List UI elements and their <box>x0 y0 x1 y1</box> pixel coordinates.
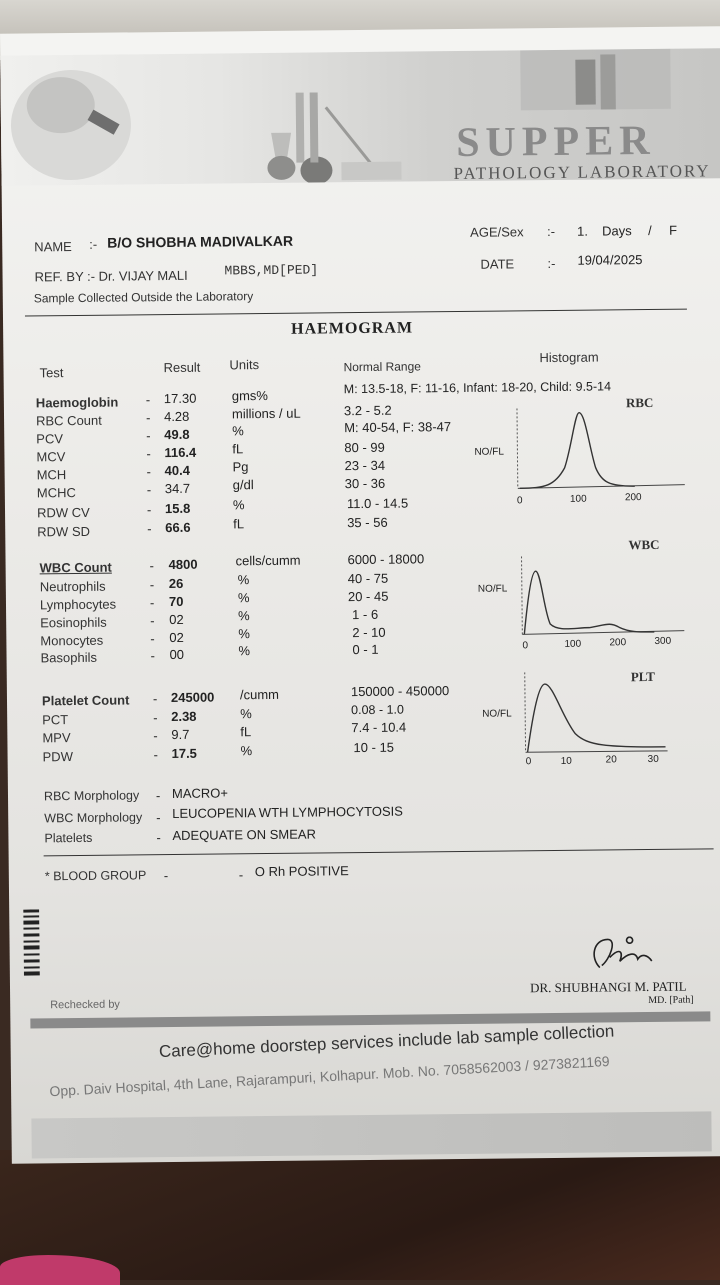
histogram-plt <box>517 668 688 766</box>
sample-note: Sample Collected Outside the Laboratory <box>33 289 254 306</box>
test-result: 40.4 <box>164 462 190 479</box>
histogram-wbc-x-axis <box>522 631 684 635</box>
normal-range: 0 - 1 <box>352 641 379 658</box>
test-name: PDW <box>42 749 74 765</box>
test-result: 00 <box>169 646 185 663</box>
histogram-rbc-curve <box>519 412 635 488</box>
test-unit: % <box>238 608 250 624</box>
histogram-wbc-tick: 300 <box>654 635 672 647</box>
histogram-wbc-y-axis <box>522 556 523 634</box>
background-table <box>0 1150 720 1280</box>
blood-group-label: * BLOOD GROUP <box>44 868 147 884</box>
signature-image <box>579 927 670 978</box>
normal-range: 23 - 34 <box>344 457 386 474</box>
patient-name: B/O SHOBHA MADIVALKAR <box>107 232 294 251</box>
rechecked-label: Rechecked by <box>50 998 120 1012</box>
test-unit: fL <box>240 724 252 740</box>
age-sex-label: AGE/Sex <box>470 224 524 240</box>
normal-range: 35 - 56 <box>347 514 388 531</box>
test-result: 49.8 <box>164 426 190 443</box>
test-result: 26 <box>168 575 184 592</box>
column-result: Result <box>163 359 201 376</box>
histogram-plt-x-axis <box>526 751 668 752</box>
test-unit: % <box>232 497 245 513</box>
morphology-value: ADEQUATE ON SMEAR <box>172 826 317 844</box>
test-result: 02 <box>169 629 184 646</box>
dash: - <box>156 830 161 846</box>
normal-range: M: 40-54, F: 38-47 <box>344 419 452 436</box>
test-result: 66.6 <box>165 519 191 536</box>
dash: - <box>146 464 152 480</box>
blood-group-value: O Rh POSITIVE <box>254 863 349 880</box>
test-name: RBC Count <box>35 412 102 429</box>
column-histogram: Histogram <box>539 349 599 366</box>
test-name: RDW SD <box>37 523 91 540</box>
barcode-icon <box>23 909 40 977</box>
dash: - <box>145 410 151 426</box>
test-result: 15.8 <box>164 500 191 517</box>
test-name: Monocytes <box>40 632 104 649</box>
test-name: MCH <box>36 467 67 483</box>
dash: - <box>150 613 155 629</box>
test-unit: millions / uL <box>231 405 301 422</box>
test-unit: /cumm <box>239 686 280 703</box>
patient-age: 1. <box>577 223 589 239</box>
test-result: 4.28 <box>163 408 190 425</box>
test-name: Basophils <box>40 649 98 666</box>
divider <box>44 848 714 856</box>
test-unit: cells/cumm <box>235 552 301 569</box>
histogram-plt-y-axis <box>525 672 526 752</box>
normal-range: 7.4 - 10.4 <box>351 719 407 736</box>
test-result: 17.5 <box>171 745 197 762</box>
histogram-plt-tick: 30 <box>647 753 659 766</box>
test-unit: g/dl <box>232 477 254 493</box>
normal-range: 2 - 10 <box>352 624 386 641</box>
test-name: Platelet Count <box>41 692 130 709</box>
date-label: DATE <box>480 256 515 272</box>
test-unit: % <box>240 706 252 722</box>
test-result: 34.7 <box>164 480 191 497</box>
histogram-plt-tick: 20 <box>605 754 617 766</box>
referred-by: REF. BY :- Dr. VIJAY MALI <box>34 267 188 285</box>
normal-range: 10 - 15 <box>353 739 395 756</box>
test-result: 116.4 <box>164 444 197 461</box>
morphology-label: Platelets <box>44 830 93 846</box>
morphology-label: WBC Morphology <box>44 810 143 826</box>
patient-sex: F <box>669 222 678 238</box>
test-name: MCV <box>36 449 66 465</box>
test-name: PCV <box>36 431 64 447</box>
dash: - <box>146 428 151 444</box>
test-result: 9.7 <box>171 726 190 743</box>
histogram-rbc-tick: 0 <box>516 495 523 507</box>
morphology-value: MACRO+ <box>171 785 229 802</box>
divider <box>25 309 687 317</box>
normal-range: 20 - 45 <box>347 588 389 605</box>
histogram-rbc-tick: 200 <box>624 492 642 504</box>
normal-range: M: 13.5-18, F: 11-16, Infant: 18-20, Child: 9.5-14 <box>343 379 612 397</box>
histogram-rbc-ylabel: NO/FL <box>474 446 504 458</box>
dash: - <box>156 810 161 826</box>
test-result: 4800 <box>168 556 198 573</box>
lab-subtitle: PATHOLOGY LABORATORY <box>453 161 711 184</box>
histogram-rbc-label: RBC <box>625 394 654 411</box>
name-label: NAME <box>34 239 72 255</box>
report-paper <box>0 26 720 1163</box>
histogram-wbc-ylabel: NO/FL <box>477 583 508 595</box>
date-separator: :- <box>547 255 556 272</box>
dash: - <box>147 521 152 537</box>
histogram-plt-tick: 0 <box>525 756 532 768</box>
test-unit: fL <box>232 441 244 457</box>
age-separator: :- <box>547 223 556 240</box>
dash: - <box>153 728 158 744</box>
histogram-rbc <box>509 407 690 509</box>
histogram-plt-ylabel: NO/FL <box>482 708 512 720</box>
histogram-plt-label: PLT <box>630 668 655 685</box>
normal-range: 6000 - 18000 <box>347 551 425 568</box>
morphology-value: LEUCOPENIA WTH LYMPHOCYTOSIS <box>172 803 403 822</box>
test-unit: % <box>238 626 250 642</box>
histogram-wbc-label: WBC <box>628 536 660 553</box>
test-unit: fL <box>233 516 245 532</box>
patient-age-unit: Days <box>602 223 632 239</box>
dash: - <box>153 710 158 726</box>
lab-name: SUPPER <box>455 117 656 166</box>
test-result: 2.38 <box>171 708 197 725</box>
histogram-wbc-tick: 200 <box>609 637 627 649</box>
dash: - <box>146 446 151 462</box>
column-test: Test <box>39 365 64 381</box>
age-sex-slash: / <box>648 222 652 238</box>
histogram-wbc-curve <box>524 570 655 634</box>
histogram-plt-tick: 10 <box>560 755 572 767</box>
test-name: MCHC <box>36 485 76 501</box>
test-name: RDW CV <box>36 504 90 521</box>
histogram-wbc-tick: 0 <box>522 640 529 652</box>
test-name: Eosinophils <box>40 614 107 631</box>
test-name: PCT <box>42 712 69 728</box>
dash: - <box>155 788 161 804</box>
test-unit: % <box>238 643 251 659</box>
test-name: Lymphocytes <box>39 596 117 613</box>
care-line: Care@home doorstep services include lab sample collection <box>158 1021 615 1062</box>
column-normal-range: Normal Range <box>343 359 421 375</box>
test-name: Neutrophils <box>39 578 106 595</box>
normal-range: 30 - 36 <box>344 475 386 492</box>
footer-address: Opp. Daiv Hospital, 4th Lane, Rajarampuri, Kolhapur. Mob. No. 7058562003 / 9273821169 <box>49 1052 610 1100</box>
dash: - <box>149 595 155 611</box>
dash: - <box>150 648 155 664</box>
test-name: Haemoglobin <box>35 394 119 411</box>
normal-range: 1 - 6 <box>352 606 379 623</box>
test-result: 17.30 <box>163 390 197 407</box>
dash: - <box>238 867 244 883</box>
dash: - <box>146 482 152 498</box>
test-unit: Pg <box>232 459 249 475</box>
doctor-name: DR. SHUBHANGI M. PATIL <box>529 978 687 996</box>
dash: - <box>149 577 155 593</box>
test-result: 245000 <box>170 689 215 706</box>
test-unit: % <box>237 572 250 588</box>
morphology-label: RBC Morphology <box>43 788 140 804</box>
footer-shade <box>31 1111 711 1158</box>
histogram-wbc <box>514 555 695 647</box>
dash: - <box>146 502 152 518</box>
referring-qualifications: MBBS,MD[PED] <box>224 262 319 279</box>
dash: - <box>163 868 169 884</box>
normal-range: 40 - 75 <box>347 570 389 587</box>
test-name: MPV <box>42 730 71 746</box>
name-separator: :- <box>89 236 98 252</box>
histogram-plt-curve <box>527 683 666 752</box>
normal-range: 11.0 - 14.5 <box>346 495 409 512</box>
dash: - <box>149 558 155 574</box>
dash: - <box>145 392 151 408</box>
test-name: WBC Count <box>39 559 112 576</box>
histogram-wbc-tick: 100 <box>564 638 582 650</box>
normal-range: 0.08 - 1.0 <box>351 702 405 718</box>
histogram-rbc-tick: 100 <box>569 493 587 505</box>
test-unit: gms% <box>231 387 269 404</box>
test-result: 02 <box>169 611 184 628</box>
doctor-qualifications: MD. [Path] <box>648 994 694 1007</box>
normal-range: 150000 - 450000 <box>350 683 450 700</box>
normal-range: 3.2 - 5.2 <box>343 402 392 419</box>
test-unit: % <box>240 743 253 759</box>
dash: - <box>152 691 158 707</box>
test-result: 70 <box>168 593 184 610</box>
dash: - <box>150 631 155 647</box>
report-title: HAEMOGRAM <box>291 319 414 338</box>
dash: - <box>153 747 158 763</box>
test-unit: % <box>237 590 250 606</box>
report-date: 19/04/2025 <box>577 252 643 268</box>
histogram-rbc-y-axis <box>517 408 518 488</box>
normal-range: 80 - 99 <box>344 439 385 456</box>
test-unit: % <box>232 423 244 439</box>
column-units: Units <box>229 357 260 373</box>
